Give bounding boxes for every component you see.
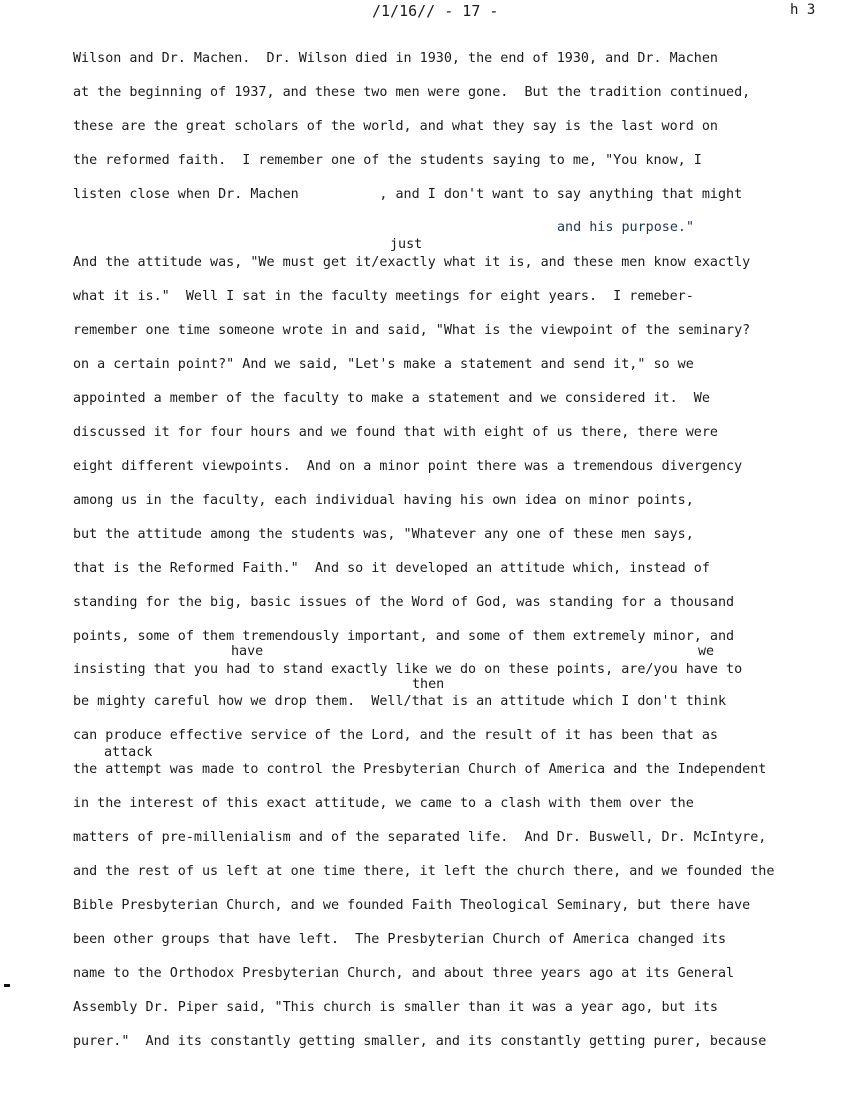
text-line: Wilson and Dr. Machen. Dr. Wilson died in 1930, the end of 1930, and Dr. Machen: [73, 51, 718, 66]
text-line: the reformed faith. I remember one of the students saying to me, "You know, I: [73, 153, 702, 168]
text-line: points, some of them tremendously important, and some of them extremely minor, and: [73, 629, 735, 644]
text-line: discussed it for four hours and we found that with eight of us there, there were: [73, 425, 718, 440]
text-line: And the attitude was, "We must get it/exactly what it is, and these men know exactly: [73, 255, 751, 270]
text-line: Bible Presbyterian Church, and we founded Faith Theological Seminary, but there have: [73, 898, 751, 913]
handwritten-insertion: we: [698, 644, 715, 659]
text-line: in the interest of this exact attitude, we came to a clash with them over the: [73, 796, 694, 811]
text-line: insisting that you had to stand exactly like we do on these points, are/you have to: [73, 662, 743, 677]
text-line: can produce effective service of the Lord, and the result of it has been that as: [73, 728, 718, 743]
text-line: that is the Reformed Faith." And so it developed an attitude which, instead of: [73, 561, 710, 576]
page-mark: h 3: [790, 2, 816, 18]
page-date-number: /1/16// - 17 -: [372, 2, 499, 20]
handwritten-insertion: just: [390, 237, 423, 252]
text-line: these are the great scholars of the world, and what they say is the last word on: [73, 119, 718, 134]
text-line: on a certain point?" And we said, "Let's make a statement and send it," so we: [73, 357, 694, 372]
handwritten-insertion: have: [231, 644, 264, 659]
text-line: and the rest of us left at one time there, it left the church there, and we founded the: [73, 864, 775, 879]
margin-mark: [4, 984, 10, 987]
text-line: Assembly Dr. Piper said, "This church is smaller than it was a year ago, but its: [73, 1000, 718, 1015]
text-line: but the attitude among the students was, "Whatever any one of these men says,: [73, 527, 694, 542]
text-line: appointed a member of the faculty to make a statement and we considered it. We: [73, 391, 710, 406]
text-line: what it is." Well I sat in the faculty meetings for eight years. I remeber-: [73, 289, 694, 304]
text-line: the attempt was made to control the Presbyterian Church of America and the Independent: [73, 762, 767, 777]
text-line: at the beginning of 1937, and these two men were gone. But the tradition continued,: [73, 85, 751, 100]
text-line: standing for the big, basic issues of the Word of God, was standing for a thousand: [73, 595, 735, 610]
text-line: be mighty careful how we drop them. Well/that is an attitude which I don't think: [73, 694, 727, 709]
handwritten-insertion: and his purpose.": [557, 220, 695, 235]
text-line: eight different viewpoints. And on a minor point there was a tremendous divergency: [73, 459, 743, 474]
text-line: listen close when Dr. Machen , and I don't want to say anything that might: [73, 187, 743, 202]
text-line: remember one time someone wrote in and said, "What is the viewpoint of the seminary?: [73, 323, 751, 338]
text-line: name to the Orthodox Presbyterian Church, and about three years ago at its General: [73, 966, 735, 981]
text-line: among us in the faculty, each individual having his own idea on minor points,: [73, 493, 694, 508]
text-line: matters of pre-millenialism and of the separated life. And Dr. Buswell, Dr. McIntyre,: [73, 830, 767, 845]
text-line: been other groups that have left. The Presbyterian Church of America changed its: [73, 932, 727, 947]
handwritten-insertion: then: [412, 677, 445, 692]
text-line: purer." And its constantly getting smaller, and its constantly getting purer, because: [73, 1034, 767, 1049]
handwritten-insertion: attack: [104, 745, 153, 760]
